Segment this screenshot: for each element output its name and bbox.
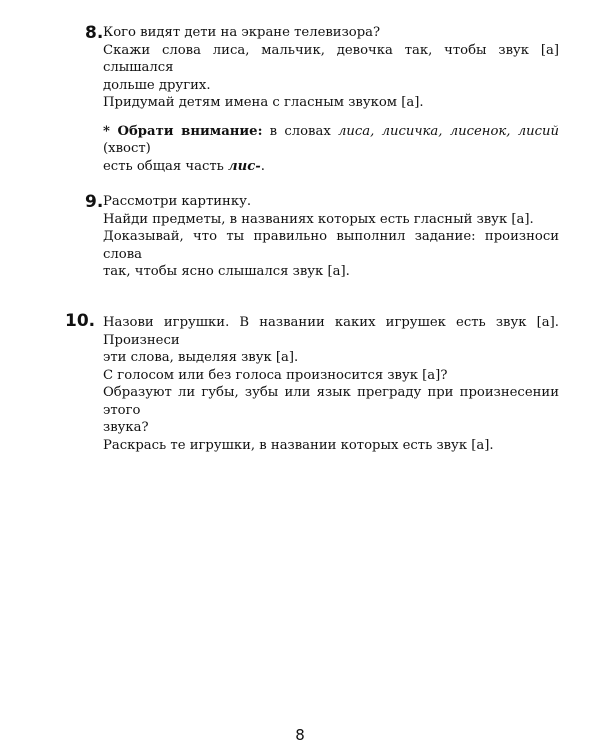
note-line	[103, 123, 559, 158]
task-line: Кого видят дети на экране телевизора?	[103, 25, 381, 40]
task-text	[103, 24, 559, 175]
note-text: .	[260, 158, 265, 174]
note-line	[103, 158, 559, 176]
task-line: так, чтобы ясно слышался звук [а].	[103, 264, 350, 279]
task-line: Раскрась те игрушки, в названии которых есть звук [а].	[103, 437, 494, 453]
task-number: 10.	[65, 311, 96, 331]
note-word: лисий	[517, 123, 559, 139]
task-line: Доказывай, что ты правильно выполнил задание: произноси слова	[103, 229, 559, 262]
task-line: дольше других.	[103, 77, 211, 93]
task-line: Назови игрушки. В названии каких игрушек есть звук [а]. Произнеси	[103, 315, 559, 348]
task-number: 8.	[85, 23, 104, 43]
note-word: лисенок,	[449, 123, 511, 139]
task-number: 9.	[85, 192, 104, 212]
note-word: лисичка,	[381, 123, 443, 139]
note-text: есть общая часть	[103, 158, 229, 174]
task-text	[103, 314, 559, 454]
task-text	[103, 193, 559, 281]
task-line: Рассмотри картинку.	[103, 194, 252, 209]
task-line: Придумай детям имена с гласным звуком [а].	[103, 95, 424, 110]
task-line: Скажи слова лиса, мальчик, девочка так, чтобы звук [а] слышался	[103, 42, 559, 75]
task-line: Найди предметы, в названиях которых есть гласный звук [а].	[103, 211, 534, 227]
note-word-part: лис-	[228, 158, 261, 174]
note-label: * Обрати внимание:	[103, 123, 263, 139]
task-line: звука?	[103, 420, 149, 435]
page-number: 8	[295, 726, 305, 744]
task-line: эти слова, выделяя звук [а].	[103, 350, 299, 365]
note-text: в словах	[262, 123, 338, 139]
task-line: Образуют ли губы, зубы или язык преграду при произнесении этого	[103, 385, 559, 418]
note-word: лиса,	[338, 123, 375, 139]
task-line: С голосом или без голоса произносится звук [а]?	[103, 367, 448, 383]
note-text: (хвост)	[103, 141, 151, 156]
